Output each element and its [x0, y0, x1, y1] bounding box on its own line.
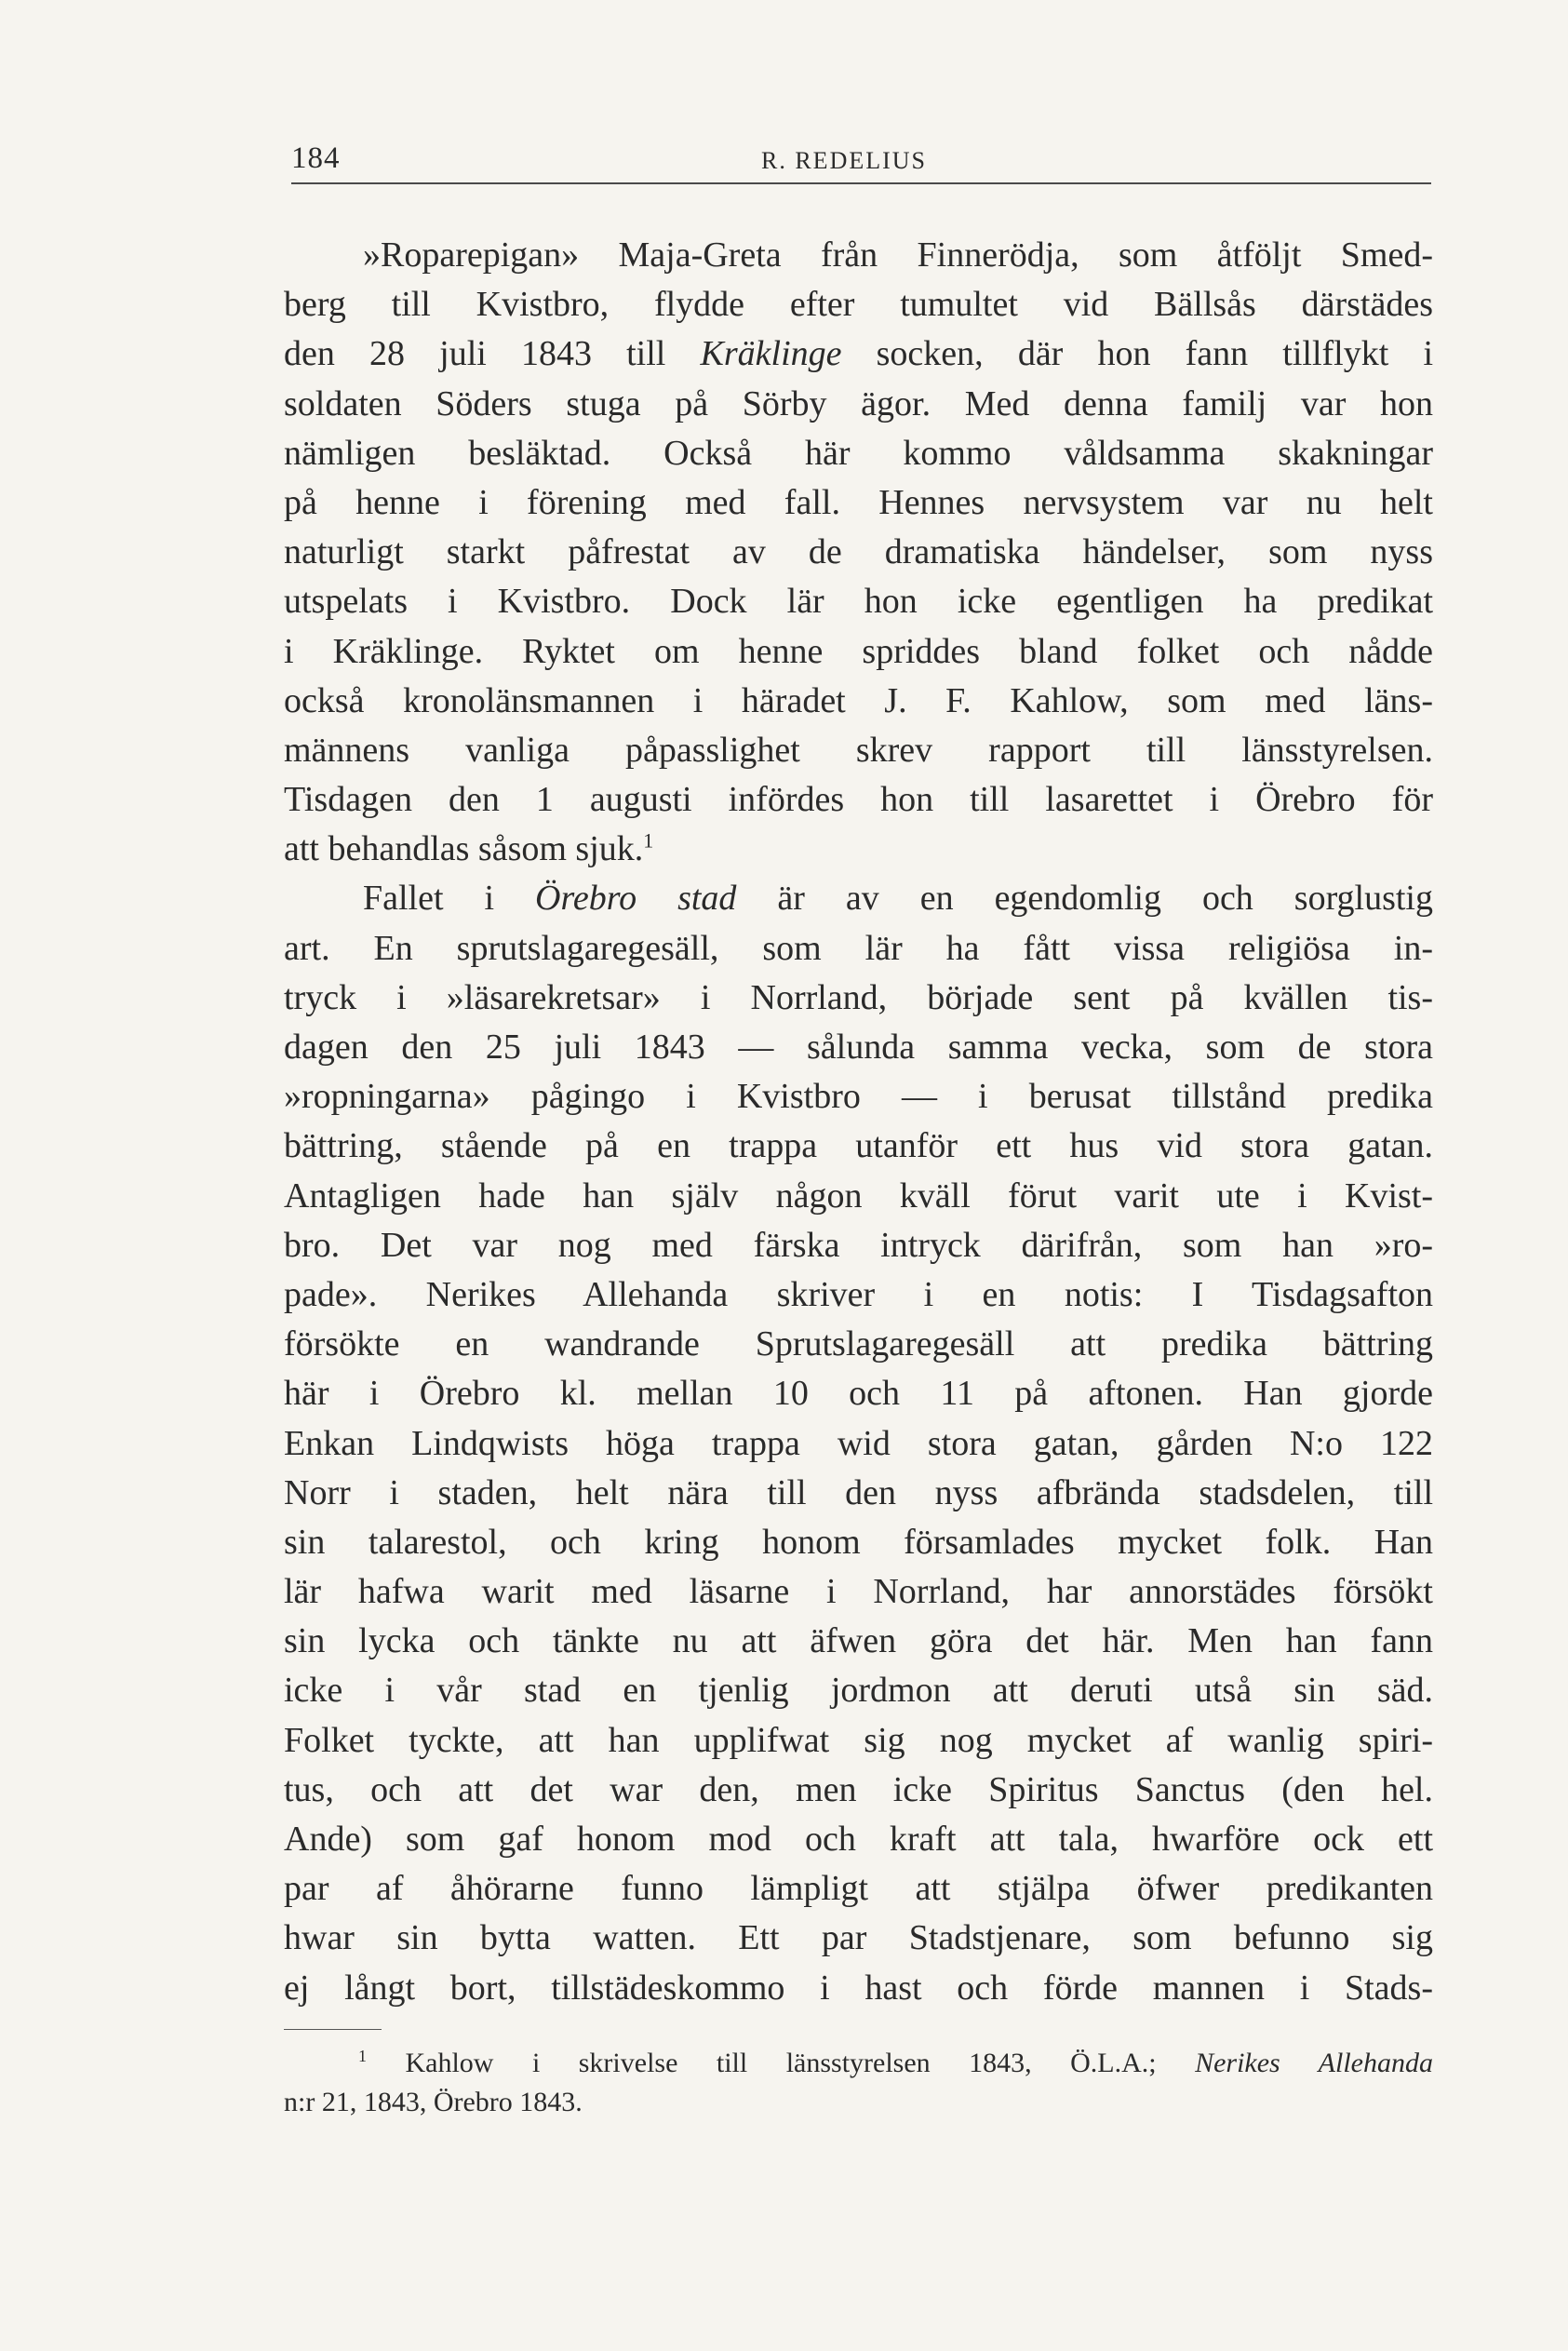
- text-line: i Kräklinge. Ryktet om henne spriddes bland folket och nådde: [284, 631, 1433, 671]
- text-line: ej långt bort, tillstädeskommo i hast och förde mannen i Stads-: [284, 1968, 1433, 2008]
- text-line: berg till Kvistbro, flydde efter tumultet vid Bällsås därstädes: [284, 285, 1433, 325]
- footnote-marker: 1: [358, 2047, 367, 2065]
- footnote-reference: 1: [643, 828, 654, 853]
- text-line: tryck i »läsarekretsar» i Norrland, började sent på kvällen tis-: [284, 977, 1433, 1017]
- footnote-rule: [284, 2029, 382, 2030]
- footnotes: [284, 2044, 1433, 2122]
- page-number: 184: [291, 141, 341, 175]
- text-line: Norr i staden, helt nära till den nyss afbrända stadsdelen, till: [284, 1472, 1433, 1512]
- text-line: försökte en wandrande Sprutslagaregesäll att predika bättring: [284, 1324, 1433, 1364]
- footnote-line: $^1$ Kahlow i skrivelse till länsstyrelsen 1843, Ö.L.A.; Nerikes Allehanda: [358, 2047, 1433, 2078]
- text-line: bro. Det var nog med färska intryck därifrån, som han »ro-: [284, 1225, 1433, 1265]
- text-line: Ande) som gaf honom mod och kraft att tala, hwarföre ock ett: [284, 1820, 1433, 1859]
- text-line: Antagligen hade han själv någon kväll förut varit ute i Kvist-: [284, 1176, 1433, 1216]
- text-line: att behandlas såsom sjuk.$^1$: [284, 828, 654, 869]
- place-name-italic: Örebro stad: [535, 879, 737, 919]
- text-line: sin talarestol, och kring honom församlades mycket folk. Han: [284, 1522, 1433, 1562]
- text-line: utspelats i Kvistbro. Dock lär hon icke egentligen ha predikat: [284, 582, 1433, 622]
- text-line: den 28 juli 1843 till Kräklinge socken, där hon fann tillflykt i: [284, 334, 1433, 374]
- source-title-italic: Nerikes Allehanda: [1195, 2048, 1433, 2078]
- text-line: hwar sin bytta watten. Ett par Stadstjenare, som befunno sig: [284, 1918, 1433, 1958]
- footnote-line: n:r 21, 1843, Örebro 1843.: [284, 2087, 583, 2117]
- page-header: [291, 138, 1431, 184]
- text-line: bättring, stående på en trappa utanför ett hus vid stora gatan.: [284, 1126, 1433, 1166]
- text-line: dagen den 25 juli 1843 — sålunda samma vecka, som de stora: [284, 1028, 1433, 1067]
- text-line: på henne i förening med fall. Hennes nervsystem var nu helt: [284, 482, 1433, 522]
- text-line: Tisdagen den 1 augusti infördes hon till lasarettet i Örebro för: [284, 780, 1433, 820]
- text-line: Folket tyckte, att han upplifwat sig nog mycket af wanlig spiri-: [284, 1720, 1433, 1760]
- text-line: icke i vår stad en tjenlig jordmon att deruti utså sin säd.: [284, 1671, 1433, 1711]
- text-line: art. En sprutslagaregesäll, som lär ha fått vissa religiösa in-: [284, 928, 1433, 968]
- body-text: [284, 231, 1433, 2013]
- text-line: par af åhörarne funno lämpligt att stjälpa öfwer predikanten: [284, 1869, 1433, 1909]
- text-line: sin lycka och tänkte nu att äfwen göra det här. Men han fann: [284, 1621, 1433, 1661]
- running-head: R. REDELIUS: [761, 147, 927, 174]
- text-line: också kronolänsmannen i häradet J. F. Kahlow, som med läns-: [284, 680, 1433, 720]
- text-line: Fallet i Örebro stad är av en egendomlig och sorglustig: [363, 879, 1433, 919]
- text-line: soldaten Söders stuga på Sörby ägor. Med denna familj var hon: [284, 383, 1433, 423]
- place-name-italic: Kräklinge: [700, 334, 842, 374]
- text-line: »ropningarna» pågingo i Kvistbro — i berusat tillstånd predika: [284, 1077, 1433, 1117]
- text-line: nämligen besläktad. Också här kommo våldsamma skakningar: [284, 433, 1433, 473]
- text-line: tus, och att det war den, men icke Spiritus Sanctus (den hel.: [284, 1769, 1433, 1809]
- text-line: pade». Nerikes Allehanda skriver i en notis: I Tisdagsafton: [284, 1274, 1433, 1314]
- text-line: här i Örebro kl. mellan 10 och 11 på aftonen. Han gjorde: [284, 1374, 1433, 1414]
- text-line: »Roparepigan» Maja-Greta från Finnerödja, som åtföljt Smed-: [363, 235, 1433, 275]
- text-line: Enkan Lindqwists höga trappa wid stora gatan, gården N:o 122: [284, 1423, 1433, 1463]
- text-line: naturligt starkt påfrestat av de dramatiska händelser, som nyss: [284, 532, 1433, 572]
- text-line: lär hafwa warit med läsarne i Norrland, har annorstädes försökt: [284, 1572, 1433, 1612]
- text-line: männens vanliga påpasslighet skrev rapport till länsstyrelsen.: [284, 730, 1433, 770]
